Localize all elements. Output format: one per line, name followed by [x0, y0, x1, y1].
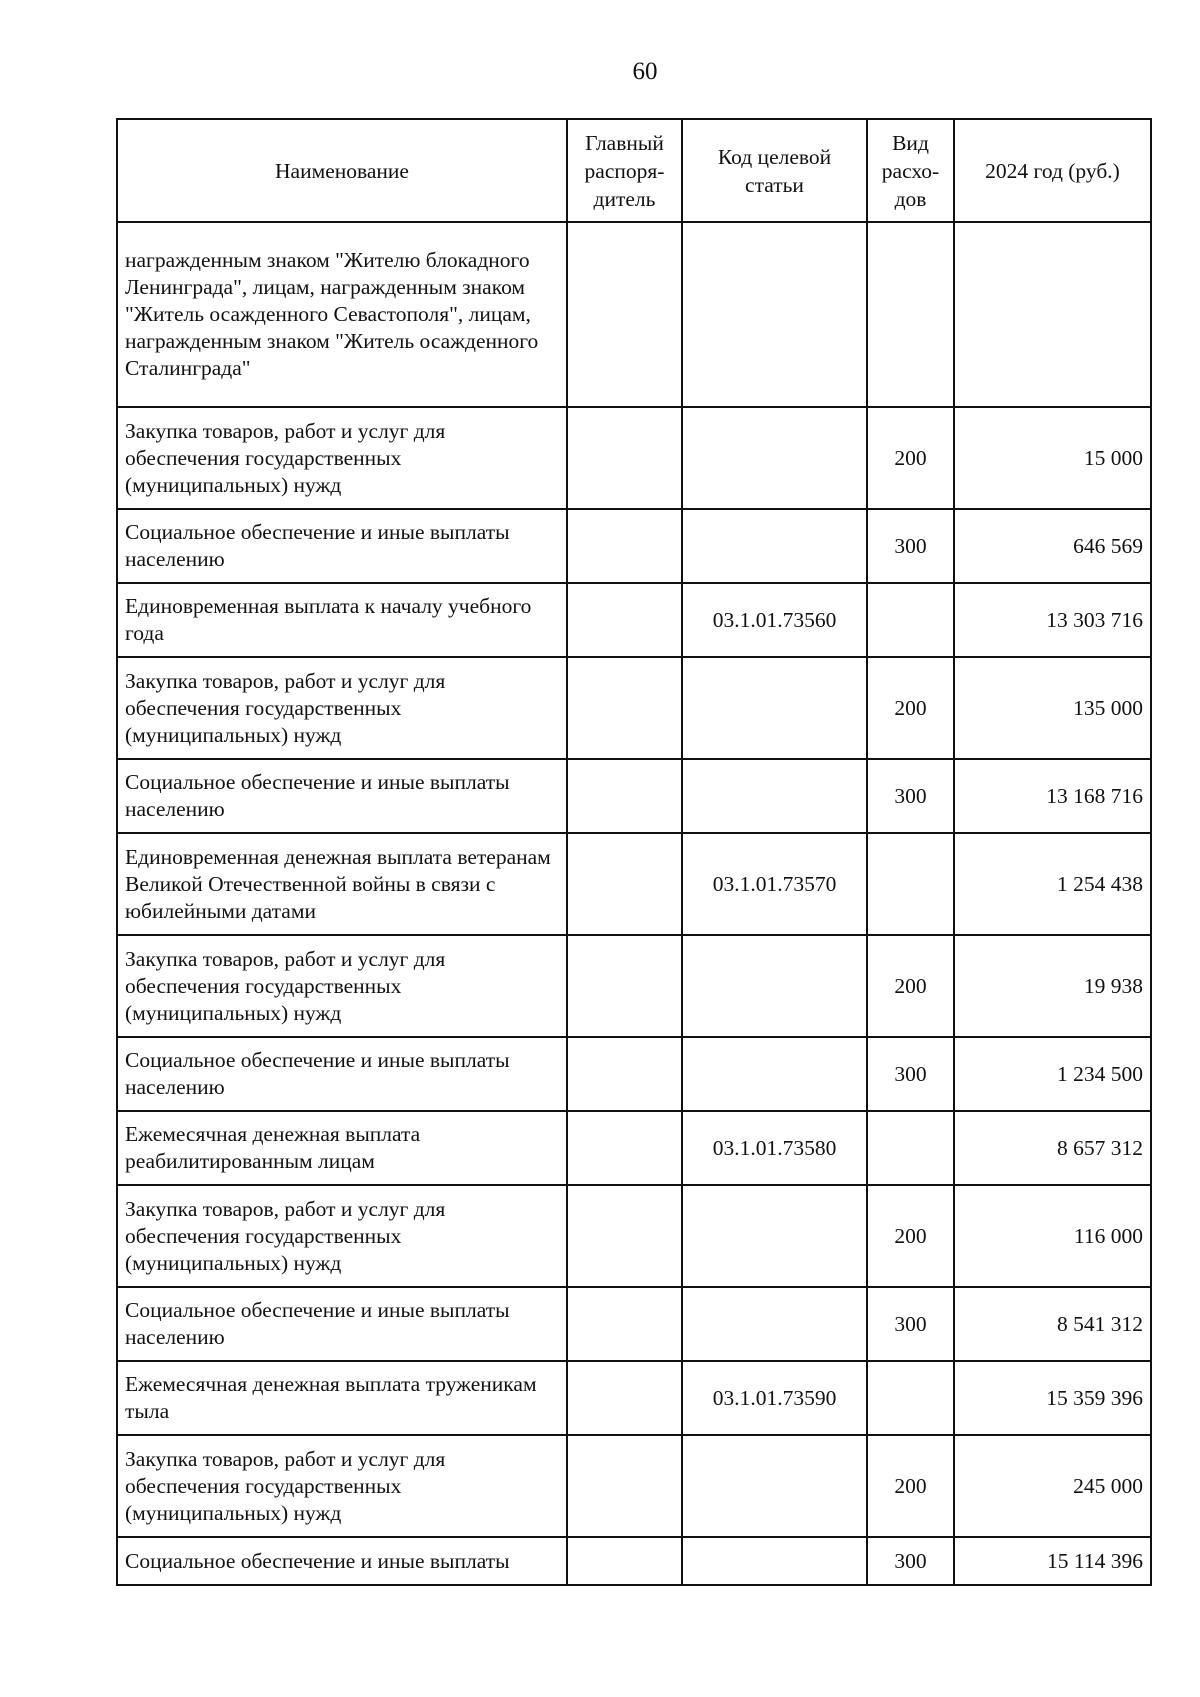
row-chief [567, 657, 682, 759]
row-name: Закупка товаров, работ и услуг для обеспечения государственных (муниципальных) нужд [117, 657, 567, 759]
row-code [682, 1435, 867, 1537]
row-kind: 200 [867, 407, 954, 509]
table-row [117, 759, 1151, 833]
table-row [117, 407, 1151, 509]
row-kind: 200 [867, 935, 954, 1037]
page-number: 60 [632, 58, 658, 85]
row-chief [567, 1537, 682, 1585]
row-chief [567, 1185, 682, 1287]
row-chief [567, 222, 682, 407]
row-name: Единовременная выплата к началу учебного года [117, 583, 567, 657]
table-row [117, 1361, 1151, 1435]
row-amount: 1 234 500 [954, 1037, 1151, 1111]
row-kind: 200 [867, 1185, 954, 1287]
row-amount: 116 000 [954, 1185, 1151, 1287]
row-name: Закупка товаров, работ и услуг для обеспечения государственных (муниципальных) нужд [117, 1185, 567, 1287]
table-row [117, 1537, 1151, 1585]
row-code [682, 1185, 867, 1287]
row-code [682, 407, 867, 509]
row-kind [867, 833, 954, 935]
row-kind: 300 [867, 509, 954, 583]
row-name: Закупка товаров, работ и услуг для обеспечения государственных (муниципальных) нужд [117, 935, 567, 1037]
table-row [117, 1435, 1151, 1537]
budget-table [116, 118, 1152, 1586]
row-amount: 8 657 312 [954, 1111, 1151, 1185]
row-code [682, 1287, 867, 1361]
row-kind: 300 [867, 1537, 954, 1585]
header-row [117, 119, 1151, 222]
row-code: 03.1.01.73590 [682, 1361, 867, 1435]
row-chief [567, 1435, 682, 1537]
table-body [117, 222, 1151, 1585]
header-kind: Вид расхо-дов [867, 119, 954, 222]
row-chief [567, 1111, 682, 1185]
row-kind [867, 1361, 954, 1435]
row-kind [867, 583, 954, 657]
row-name: Закупка товаров, работ и услуг для обеспечения государственных (муниципальных) нужд [117, 1435, 567, 1537]
row-name: Социальное обеспечение и иные выплаты населению [117, 1287, 567, 1361]
table-row [117, 1037, 1151, 1111]
row-chief [567, 759, 682, 833]
row-name: Ежемесячная денежная выплата реабилитированным лицам [117, 1111, 567, 1185]
row-name: Ежемесячная денежная выплата труженикам тыла [117, 1361, 567, 1435]
table-row [117, 509, 1151, 583]
row-amount: 135 000 [954, 657, 1151, 759]
row-amount: 19 938 [954, 935, 1151, 1037]
row-chief [567, 833, 682, 935]
row-name: Закупка товаров, работ и услуг для обеспечения государственных (муниципальных) нужд [117, 407, 567, 509]
row-code [682, 1037, 867, 1111]
table-row [117, 935, 1151, 1037]
table-row [117, 1287, 1151, 1361]
row-amount: 8 541 312 [954, 1287, 1151, 1361]
header-code: Код целевой статьи [682, 119, 867, 222]
row-kind: 200 [867, 1435, 954, 1537]
row-amount: 13 303 716 [954, 583, 1151, 657]
header-year: 2024 год (руб.) [954, 119, 1151, 222]
row-name: Социальное обеспечение и иные выплаты населению [117, 1037, 567, 1111]
row-code [682, 759, 867, 833]
table-row [117, 583, 1151, 657]
row-kind: 300 [867, 759, 954, 833]
row-code [682, 509, 867, 583]
row-kind [867, 222, 954, 407]
row-chief [567, 1361, 682, 1435]
header-chief: Главный распоря-дитель [567, 119, 682, 222]
row-name: Единовременная денежная выплата ветеранам Великой Отечественной войны в связи с юбилейными датами [117, 833, 567, 935]
row-name: Социальное обеспечение и иные выплаты [117, 1537, 567, 1585]
table-row [117, 1111, 1151, 1185]
table-row [117, 833, 1151, 935]
row-code [682, 657, 867, 759]
row-amount [954, 222, 1151, 407]
row-chief [567, 1287, 682, 1361]
header-name: Наименование [117, 119, 567, 222]
row-chief [567, 1037, 682, 1111]
row-code [682, 222, 867, 407]
row-amount: 646 569 [954, 509, 1151, 583]
row-code [682, 1537, 867, 1585]
row-amount: 245 000 [954, 1435, 1151, 1537]
row-kind: 300 [867, 1037, 954, 1111]
row-name: Социальное обеспечение и иные выплаты населению [117, 509, 567, 583]
table-row [117, 1185, 1151, 1287]
row-code: 03.1.01.73560 [682, 583, 867, 657]
row-amount: 13 168 716 [954, 759, 1151, 833]
row-chief [567, 935, 682, 1037]
row-chief [567, 583, 682, 657]
table-row [117, 222, 1151, 407]
row-kind [867, 1111, 954, 1185]
row-chief [567, 407, 682, 509]
row-kind: 200 [867, 657, 954, 759]
table-header [117, 119, 1151, 222]
row-name: Социальное обеспечение и иные выплаты населению [117, 759, 567, 833]
row-amount: 1 254 438 [954, 833, 1151, 935]
row-kind: 300 [867, 1287, 954, 1361]
row-code: 03.1.01.73570 [682, 833, 867, 935]
table-row [117, 657, 1151, 759]
row-amount: 15 114 396 [954, 1537, 1151, 1585]
row-chief [567, 509, 682, 583]
row-code [682, 935, 867, 1037]
row-code: 03.1.01.73580 [682, 1111, 867, 1185]
row-amount: 15 359 396 [954, 1361, 1151, 1435]
row-name: награжденным знаком "Жителю блокадного Ленинграда", лицам, награжденным знаком "Житель осажденного Севастополя", лицам, награжденным знаком "Житель осажденного Сталинграда" [117, 222, 567, 407]
row-amount: 15 000 [954, 407, 1151, 509]
